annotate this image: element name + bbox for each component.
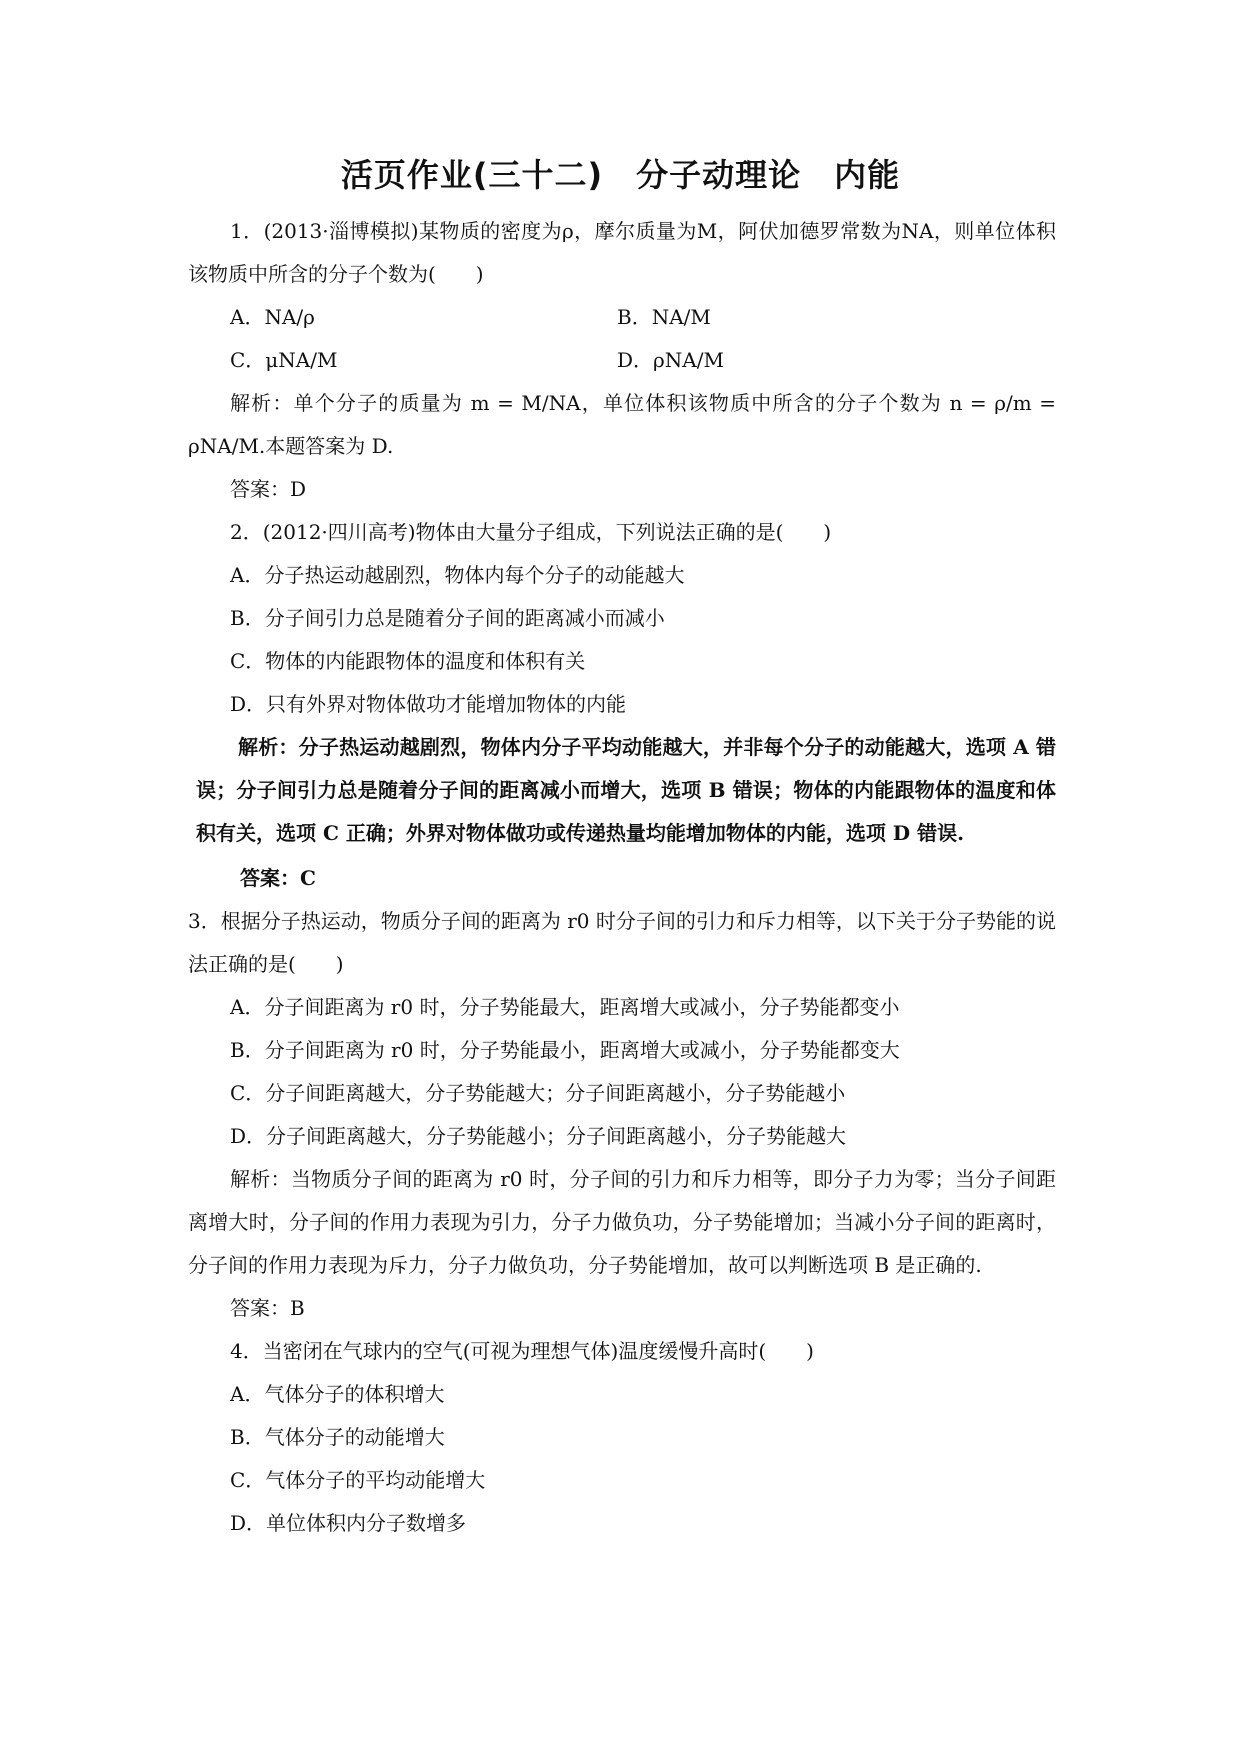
question-4-stem: 4．当密闭在气球内的空气(可视为理想气体)温度缓慢升高时( ) (230, 1339, 814, 1363)
question-2-option-a: A．分子热运动越剧烈，物体内每个分子的动能越大 (230, 563, 685, 587)
question-1-stem: 1．(2013·淄博模拟)某物质的密度为ρ，摩尔质量为M，阿伏加德罗常数为NA，则单位体积该物质中所含的分子个数为( ) (188, 219, 1056, 286)
question-4-option-d: D．单位体积内分子数增多 (230, 1511, 467, 1535)
question-1-option-c: C．μNA/M (230, 348, 338, 372)
question-3-option-c: C．分子间距离越大，分子势能越大；分子间距离越小，分子势能越小 (230, 1081, 846, 1105)
question-3-answer: 答案：B (230, 1296, 305, 1320)
question-4-option-a: A．气体分子的体积增大 (230, 1382, 445, 1406)
question-3-stem: 3．根据分子热运动，物质分子间的距离为 r0 时分子间的引力和斥力相等，以下关于分子势能的说法正确的是( ) (188, 909, 1056, 976)
page-title: 活页作业(三十二) 分子动理论 内能 (340, 156, 901, 194)
question-3-analysis: 解析：当物质分子间的距离为 r0 时，分子间的引力和斥力相等，即分子力为零；当分子间距离增大时，分子间的作用力表现为引力，分子力做负功，分子势能增加；当减小分子间的距离时，分子间的作用力表现为斥力，分子力做负功，分子势能增加，故可以判断选项 B 是正确的. (188, 1167, 1056, 1277)
question-2-option-b: B．分子间引力总是随着分子间的距离减小而减小 (230, 606, 665, 630)
question-2-analysis: 解析：分子热运动越剧烈，物体内分子平均动能越大，并非每个分子的动能越大，选项 A 错误；分子间引力总是随着分子间的距离减小而增大，选项 B 错误；物体的内能跟物体的温度和体积有关，选项 C 正确；外界对物体做功或传递热量均能增加物体的内能，选项 D 错误. (196, 735, 1056, 845)
question-2-option-d: D．只有外界对物体做功才能增加物体的内能 (230, 692, 627, 716)
question-1-option-a: A．NA/ρ (230, 305, 315, 329)
question-2-option-c: C．物体的内能跟物体的温度和体积有关 (230, 649, 586, 673)
question-1-options (188, 296, 1056, 382)
question-2 (188, 511, 1056, 900)
question-3-option-a: A．分子间距离为 r0 时，分子势能最大，距离增大或减小，分子势能都变小 (230, 995, 900, 1019)
question-2-analysis-block (188, 726, 1056, 855)
question-4-option-b: B．气体分子的动能增大 (230, 1425, 445, 1449)
question-3-option-b: B．分子间距离为 r0 时，分子势能最小，距离增大或减小，分子势能都变大 (230, 1038, 900, 1062)
question-4 (188, 1330, 1056, 1545)
question-1 (188, 210, 1056, 511)
question-3 (188, 900, 1056, 1330)
question-2-answer: 答案：C (240, 866, 316, 890)
question-1-option-b: B．NA/M (617, 305, 711, 329)
question-1-option-d: D．ρNA/M (617, 348, 724, 372)
document-body (188, 210, 1056, 1545)
question-1-answer: 答案：D (230, 477, 307, 501)
question-1-analysis: 解析：单个分子的质量为 m = M/NA，单位体积该物质中所含的分子个数为 n = ρ/m = ρNA/M.本题答案为 D. (188, 391, 1056, 458)
question-2-stem: 2．(2012·四川高考)物体由大量分子组成，下列说法正确的是( ) (230, 520, 832, 544)
question-3-option-d: D．分子间距离越大，分子势能越小；分子间距离越小，分子势能越大 (230, 1124, 847, 1148)
question-4-option-c: C．气体分子的平均动能增大 (230, 1468, 486, 1492)
